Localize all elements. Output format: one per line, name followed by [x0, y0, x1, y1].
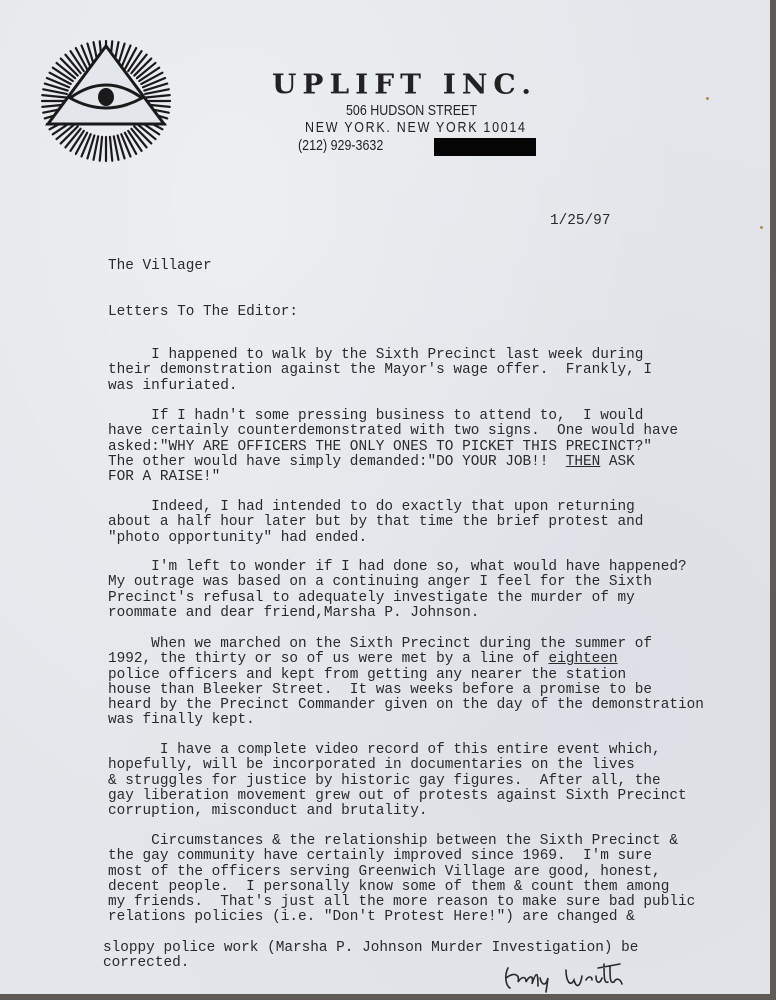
- redaction-bar: [434, 138, 536, 156]
- paragraph-7: Circumstances & the relationship between the Sixth Precinct & the gay community have certainly improved since 1969. I'm sure most of the officers serving Greenwich Village are good, honest, decent people. I personally know some of them & count them among my friends. That's just all the more reason to make sure bad public relations policies (i.e. "Don't Protest Here!") are changed &: [108, 833, 696, 926]
- paragraph-5: When we marched on the Sixth Precinct during the summer of 1992, the thirty or so of us were met by a line of eighteen police officers and kept from getting any nearer the station house than Bleeker Street. It was weeks before a promise to be heard by the Precinct Commander given on the day of the demonstration was finally kept.: [108, 636, 704, 729]
- underlined-eighteen: eighteen: [548, 651, 618, 668]
- paragraph-3: Indeed, I had intended to do exactly that upon returning about a half hour later but by that time the brief protest and "photo opportunity" had ended.: [108, 499, 644, 546]
- handwritten-signature: [500, 958, 660, 994]
- paper-speck: [760, 226, 763, 229]
- address-street: 506 HUDSON STREET: [346, 103, 477, 119]
- letter-date: 1/25/97: [550, 213, 611, 229]
- paper-speck: [706, 97, 709, 100]
- paragraph-1: I happened to walk by the Sixth Precinct last week during their demonstration against the Mayor's wage offer. Frankly, I was infuriated.: [108, 347, 653, 394]
- recipient: The Villager: [108, 258, 212, 274]
- paragraph-8: sloppy police work (Marsha P. Johnson Murder Investigation) be corrected.: [103, 940, 639, 972]
- salutation: Letters To The Editor:: [108, 304, 298, 320]
- phone-number: (212) 929-3632: [298, 138, 384, 154]
- address-city: NEW YORK. NEW YORK 10014: [305, 120, 527, 136]
- eye-in-triangle-logo-icon: [40, 38, 172, 164]
- underlined-then: THEN: [565, 453, 601, 470]
- paragraph-2: If I hadn't some pressing business to attend to, I would have certainly counterdemonstrated with two signs. One would have asked:"WHY ARE OFFICERS THE ONLY ONES TO PICKET THIS PRECINCT?" The other would have simply demanded:"DO YOUR JOB!! THEN ASK FOR A RAISE!": [108, 408, 678, 486]
- company-name: UPLIFT INC.: [272, 68, 537, 101]
- paragraph-6: I have a complete video record of this entire event which, hopefully, will be incorporated in documentaries on the lives & struggles for justice by historic gay figures. After all, the gay liberation movement grew out of protests against Sixth Precinct corruption, misconduct and brutality.: [108, 742, 687, 820]
- paragraph-4: I'm left to wonder if I had done so, what would have happened? My outrage was based on a continuing anger I feel for the Sixth Precinct's refusal to adequately investigate the murder of my roommate and dear friend,Marsha P. Johnson.: [108, 559, 687, 621]
